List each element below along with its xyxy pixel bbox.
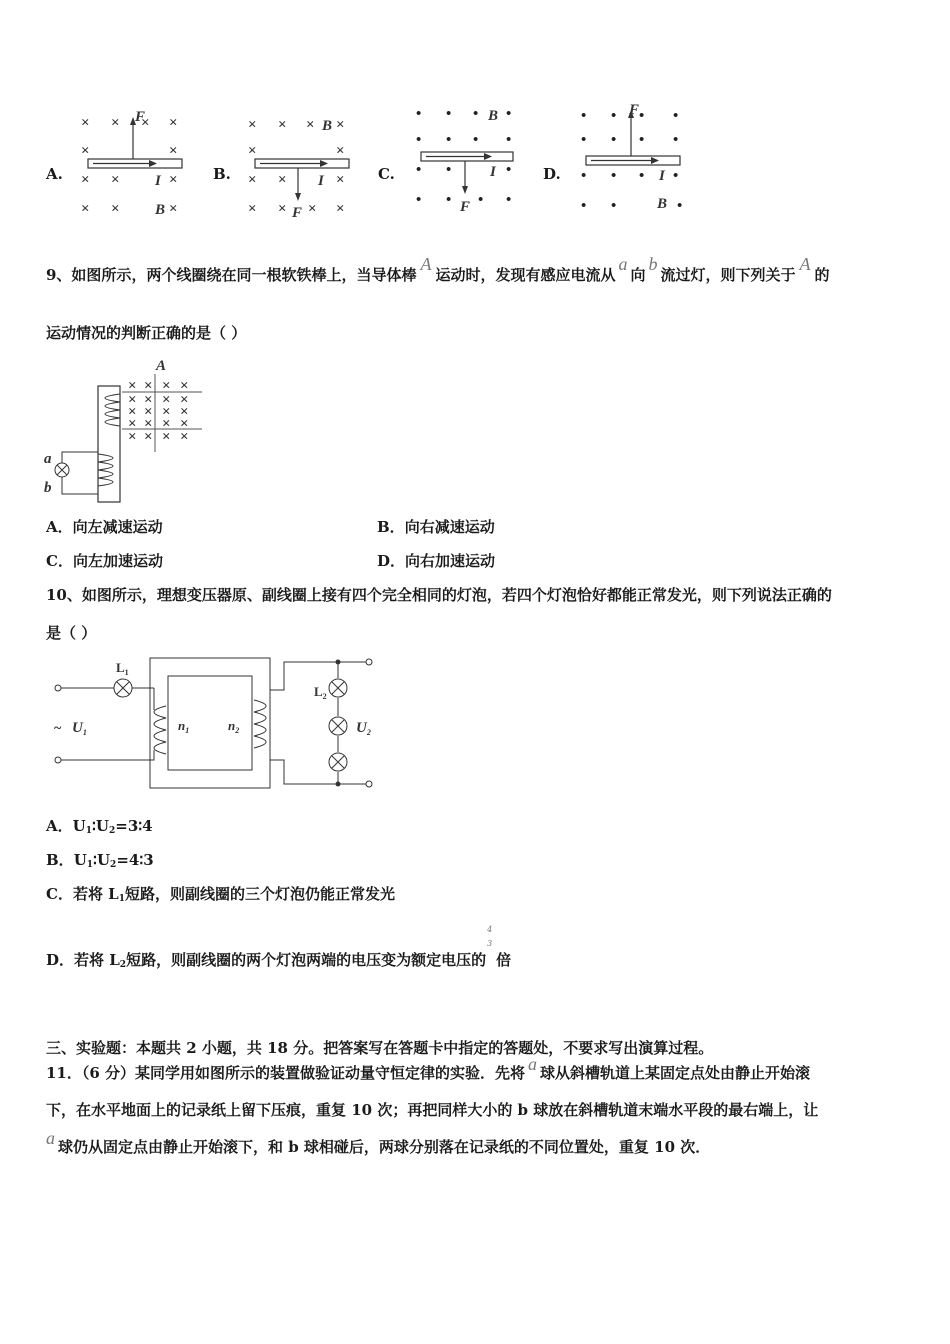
field-mark: × [248, 201, 257, 217]
q8-option-a-letter: A. [46, 165, 63, 183]
iron-core [98, 386, 120, 502]
label-U2: $U_2$ [356, 720, 371, 737]
field-mark: × [180, 416, 189, 432]
var-a: a [618, 254, 628, 274]
q8-option-b-letter: B. [213, 165, 231, 183]
q10-stem-line2: 是（ ） [46, 624, 97, 642]
fraction: 4 3 [487, 925, 493, 948]
field-mark: × [81, 201, 90, 217]
label-n1: $n_1$ [178, 718, 190, 735]
section-3-heading: 三、实验题：本题共 2 小题，共 18 分。把答案写在答题卡中指定的答题处，不要求写出演算过程。 [46, 1039, 714, 1057]
field-mark: × [128, 404, 137, 420]
current-label: I [490, 164, 496, 180]
field-label: B [488, 108, 499, 124]
field-mark: × [169, 115, 178, 131]
field-mark: • [446, 162, 452, 178]
field-mark: × [162, 416, 171, 432]
field-mark: • [639, 168, 645, 184]
label-A: A [156, 358, 167, 374]
q9-option-a: A．向左减速运动 [46, 518, 163, 536]
q10-figure [44, 650, 384, 795]
field-mark: × [180, 429, 189, 445]
var-A: A [420, 254, 432, 274]
q8-figure-b [242, 105, 362, 225]
lamp-L2 [329, 679, 347, 697]
field-mark: × [336, 201, 345, 217]
field-label: B [657, 196, 668, 212]
field-mark: × [336, 172, 345, 188]
var-a: a [528, 1054, 538, 1074]
field-mark: × [180, 392, 189, 408]
field-mark: × [180, 378, 189, 394]
field-mark: × [162, 404, 171, 420]
field-mark: × [169, 201, 178, 217]
q10-stem-line1: 10、如图所示，理想变压器原、副线圈上接有四个完全相同的灯泡，若四个灯泡恰好都能正常发光，则下列说法正确的 [46, 586, 832, 604]
label-L2: $L_2$ [314, 684, 327, 701]
field-mark: × [141, 115, 150, 131]
label-a: a [44, 451, 52, 467]
field-mark: × [278, 117, 287, 133]
force-label: F [135, 109, 146, 125]
field-mark: • [416, 162, 422, 178]
field-mark: × [81, 172, 90, 188]
field-mark: • [506, 192, 512, 208]
field-mark: • [611, 198, 617, 214]
field-marks [128, 378, 189, 445]
field-mark: × [111, 172, 120, 188]
field-mark: × [308, 201, 317, 217]
current-label: I [659, 168, 665, 184]
field-mark: • [446, 192, 452, 208]
force-label: F [460, 199, 471, 215]
field-mark: • [581, 108, 587, 124]
field-mark: × [144, 416, 153, 432]
field-mark: × [278, 172, 287, 188]
field-mark: × [144, 429, 153, 445]
lamp [329, 753, 347, 771]
field-mark: × [336, 117, 345, 133]
q8-option-d-letter: D. [543, 165, 561, 183]
field-mark: × [128, 378, 137, 394]
field-mark: × [144, 378, 153, 394]
field-mark: • [478, 192, 484, 208]
field-mark: • [581, 168, 587, 184]
field-mark: × [248, 143, 257, 159]
field-mark: • [611, 132, 617, 148]
secondary-coil [254, 700, 266, 748]
field-mark: × [162, 429, 171, 445]
field-label: B [155, 202, 166, 218]
field-mark: × [278, 201, 287, 217]
field-mark: × [128, 416, 137, 432]
primary-coil [154, 706, 166, 754]
q9-figure [40, 352, 210, 507]
q9-stem-line2: 运动情况的判断正确的是（ ） [46, 324, 247, 342]
q10-option-b: B．$U_1∶U_2=4∶3$ [46, 851, 154, 870]
q9-stem-line1: 9、如图所示，两个线圈绕在同一根软铁棒上，当导体棒A运动时，发现有感应电流从a向b流过灯，则下列关于A的 [46, 254, 830, 284]
q9-option-d: D．向右加速运动 [377, 552, 496, 570]
label-U1: $U_1$ [72, 720, 87, 737]
field-mark: × [128, 429, 137, 445]
force-label: F [629, 102, 640, 118]
field-mark: × [162, 392, 171, 408]
q10-option-a: A．$U_1∶U_2=3∶4$ [46, 817, 153, 836]
q8-figure-d [573, 100, 693, 220]
q8-option-c-letter: C. [378, 165, 395, 183]
var-A: A [799, 254, 811, 274]
field-mark: × [248, 172, 257, 188]
field-mark: × [162, 378, 171, 394]
field-mark: • [581, 198, 587, 214]
current-label: I [155, 173, 161, 189]
field-mark: × [336, 143, 345, 159]
q9-option-c: C．向左加速运动 [46, 552, 163, 570]
var-b: b [648, 254, 658, 274]
field-mark: × [169, 172, 178, 188]
field-mark: × [111, 201, 120, 217]
field-mark: × [144, 404, 153, 420]
field-mark: • [677, 198, 683, 214]
field-mark: • [506, 162, 512, 178]
field-mark: • [673, 108, 679, 124]
field-mark: × [180, 404, 189, 420]
label-b: b [44, 480, 52, 496]
field-mark: • [506, 106, 512, 122]
field-mark: • [506, 132, 512, 148]
field-mark: • [673, 168, 679, 184]
current-label: I [318, 173, 324, 189]
q11-line2: 下，在水平地面上的记录纸上留下压痕，重复 10 次；再把同样大小的 b 球放在斜槽轨道末端水平段的最右端上，让 [46, 1101, 819, 1119]
field-mark: × [306, 117, 315, 133]
q8-figure-a [75, 105, 195, 225]
label-n2: $n_2$ [228, 718, 240, 735]
field-mark: • [473, 106, 479, 122]
field-mark: • [416, 106, 422, 122]
q11-line3: a 球仍从固定点由静止开始滚下，和 b 球相碰后，两球分别落在记录纸的不同位置处，重复 10 次． [46, 1128, 711, 1156]
force-label: F [292, 205, 303, 221]
field-mark: × [81, 115, 90, 131]
field-mark: • [416, 132, 422, 148]
var-a: a [46, 1128, 55, 1148]
field-mark: × [169, 143, 178, 159]
field-mark: × [81, 143, 90, 159]
field-mark: • [581, 132, 587, 148]
lamp [329, 717, 347, 735]
field-mark: • [639, 108, 645, 124]
ac-source-symbol: ~ [54, 721, 62, 736]
field-mark: • [473, 132, 479, 148]
field-mark: × [144, 392, 153, 408]
field-mark: • [673, 132, 679, 148]
field-mark: • [611, 168, 617, 184]
field-label: B [322, 118, 333, 134]
field-mark: × [128, 392, 137, 408]
q11-line1: 11．（6 分）某同学用如图所示的装置做验证动量守恒定律的实验．先将 a 球从斜槽轨道上某固定点处由静止开始滚 [46, 1054, 811, 1082]
field-mark: • [639, 132, 645, 148]
field-mark: • [416, 192, 422, 208]
lamp-L1 [114, 679, 132, 697]
field-mark: • [446, 106, 452, 122]
field-mark: × [248, 117, 257, 133]
q10-option-d: D．若将 $L_2$短路，则副线圈的两个灯泡两端的电压变为额定电压的 4 3 倍 [46, 925, 512, 970]
field-mark: × [111, 115, 120, 131]
field-mark: • [611, 108, 617, 124]
label-L1: $L_1$ [116, 660, 129, 677]
q8-figure-c [408, 100, 528, 220]
q9-option-b: B．向右减速运动 [377, 518, 495, 536]
field-mark: • [446, 132, 452, 148]
q10-option-c: C．若将 $L_1$短路，则副线圈的三个灯泡仍能正常发光 [46, 885, 396, 904]
